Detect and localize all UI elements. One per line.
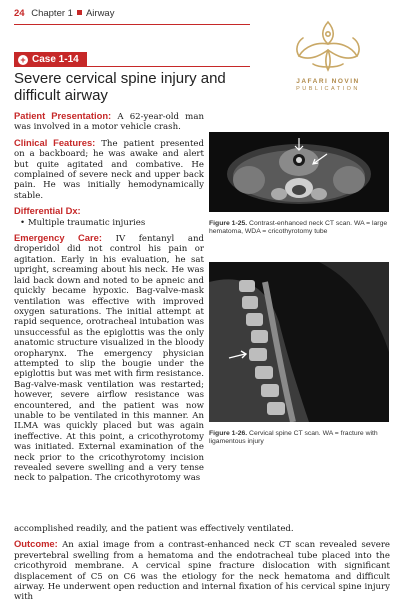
care-text-continued: accomplished readily, and the patient was effectively ventilated. [14, 524, 294, 534]
ornament-logo-icon [283, 16, 373, 76]
ct-axial-image [209, 132, 389, 212]
case-title: Severe cervical spine injury and difficult airway [14, 70, 226, 104]
dx-heading: Differential Dx: [14, 205, 81, 217]
page-number: 24 [14, 8, 25, 19]
dx-list-item: • Multiple traumatic injuries [20, 217, 146, 228]
figure-ct-axial [209, 132, 389, 236]
care-heading: Emergency Care: [14, 232, 102, 244]
chapter-label: Chapter 1 [31, 8, 73, 19]
figure-ct-sagittal [209, 262, 389, 446]
header-rule [14, 24, 250, 25]
case-number: Case 1-14 [32, 54, 79, 65]
left-column [14, 111, 204, 489]
section-label: Airway [85, 8, 115, 19]
case-rule [14, 66, 250, 67]
features-text: The patient presented on a backboard; he was awake and alert but quite agitated and combative. He complained of severe neck and upper back pain. He was initially hemodynamically stable. [14, 138, 204, 201]
outcome-text: An axial image from a contrast-enhanced neck CT scan revealed severe prevertebral swelling from a hematoma and the endotracheal tube placed into the cricothyroid membrane. A cervical spine fracture dislocation with significant displacement of C5 on C6 was the etiology for the neck hematoma and difficult airway. He underwent open reduction and internal fixation of his cervical spine injury with [14, 540, 391, 603]
features-paragraph [14, 138, 204, 201]
figure-caption-1: Figure 1-25. Contrast-enhanced neck CT scan. WA = large hematoma, WDA = cricothyrotomy tube [209, 220, 388, 235]
publisher-logo [268, 16, 388, 106]
care-paragraph [14, 233, 204, 484]
medical-cross-icon: + [18, 55, 28, 65]
separator-square-icon [77, 10, 82, 15]
ct-sagittal-image [209, 262, 389, 422]
logo-name: JAFARI NOVIN [296, 78, 360, 85]
presentation-text: A 62-year-old man was involved in a motor vehicle crash. [14, 112, 204, 133]
features-heading: Clinical Features: [14, 136, 96, 148]
care-text: IV fentanyl and droperidol did not control his pain or agitation. Early in his evaluation, he sat upright, screaming about his neck. He was laid back down and noted to be apneic and quickly became hypoxic. Bag-valve-mask ventilation was effective with improved oxygen saturations. The initial attempt at rapid sequence, orotracheal intubation was unsuccessful as the epiglottis was the only anatomic structure visualized in the bloody oropharynx. The emergency physician attempted to slip the bougie under the epiglottis but was met with firm resistance. Bag-valve-mask ventilation was restarted; however, severe airflow resistance was encountered, and the patient was now unable to be ventilated in this manner. An ILMA was quickly placed but was again ineffective. At this point, a cricothyrotomy was initiated. External examination of the neck prior to the cricothyrotomy incision revealed severe swelling and a very tense neck to palpation. The cricothyrotomy was [14, 234, 204, 484]
outcome-heading: Outcome: [14, 538, 58, 550]
figure-caption-2: Figure 1-26. Cervical spine CT scan. WA = fracture with ligamentous injury [209, 430, 378, 445]
case-tag [14, 52, 87, 67]
presentation-heading: Patient Presentation: [14, 110, 112, 121]
outcome-paragraph [14, 539, 390, 602]
logo-subtitle: PUBLICATION [296, 86, 360, 92]
full-width-text [14, 524, 390, 603]
presentation-paragraph [14, 111, 204, 133]
